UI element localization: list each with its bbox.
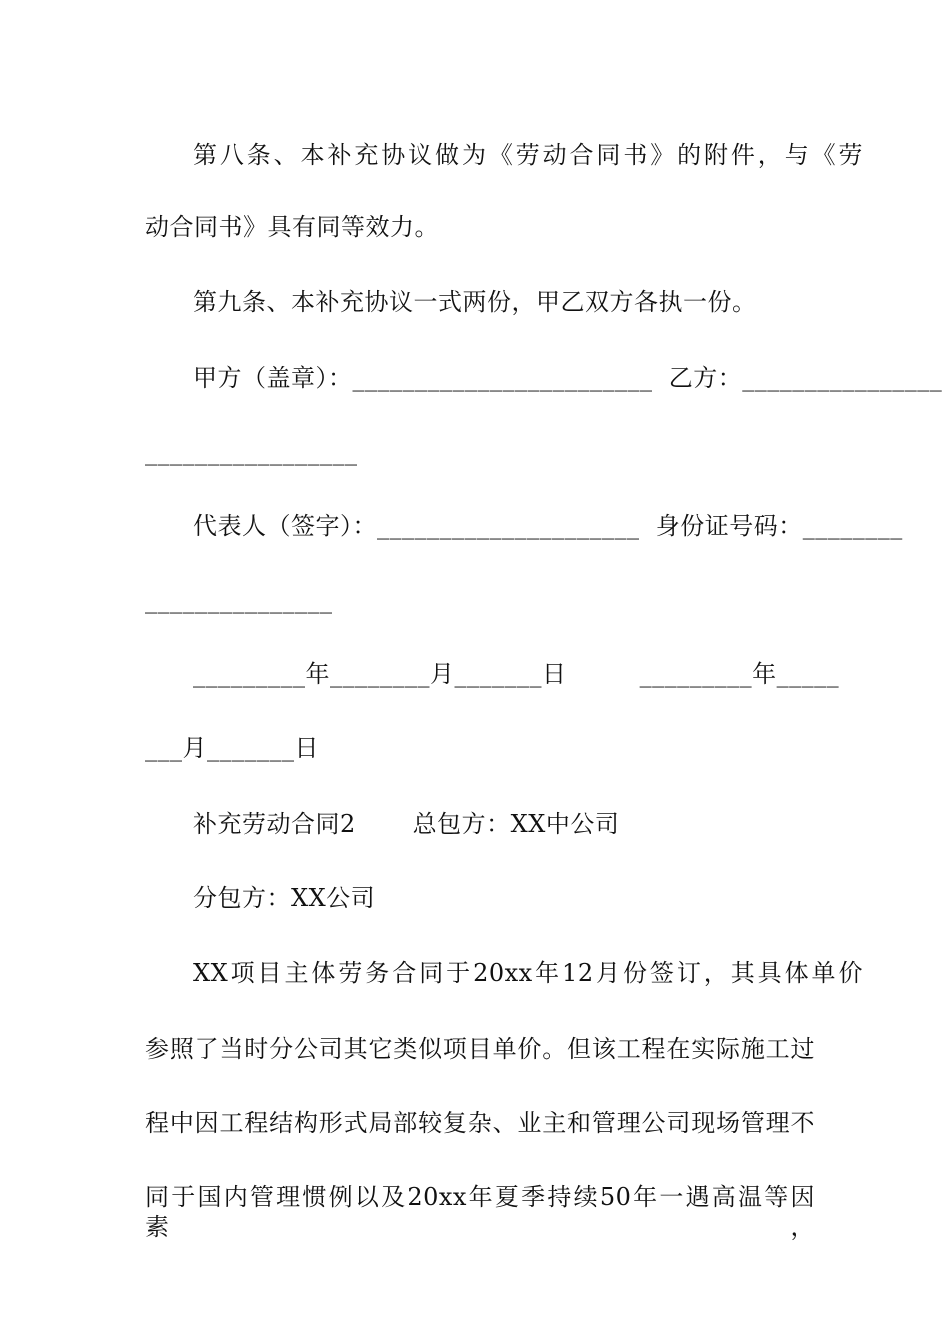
date-line-2: ___月_______日 [145, 734, 319, 762]
party-a-seal-line: 甲方（盖章）：________________________ 乙方：________________ [193, 364, 943, 392]
body-line-3: 程中因工程结构形式局部较复杂、业主和管理公司现场管理不 [145, 1109, 815, 1137]
party-b-continuation-line: _________________ [145, 438, 358, 466]
subcontractor-line: 分包方：XX公司 [193, 884, 376, 912]
body-line-2: 参照了当时分公司其它类似项目单价。但该工程在实际施工过 [145, 1035, 815, 1063]
body-line-4: 同于国内管理惯例以及20xx年夏季持续50年一遇高温等因素， [145, 1183, 815, 1241]
paragraph-article-9: 第九条、本补充协议一式两份，甲乙双方各执一份。 [193, 288, 757, 316]
paragraph-article-8-line-2: 动合同书》具有同等效力。 [145, 213, 439, 241]
representative-signature-line: 代表人（签字）：_____________________ 身份证号码：________ [193, 512, 903, 540]
id-number-continuation-line: _______________ [145, 586, 333, 614]
body-line-1: XX项目主体劳务合同于20xx年12月份签订，其具体单价 [193, 959, 863, 987]
contract-2-heading: 补充劳动合同2 总包方：XX中公司 [193, 810, 620, 838]
date-line-1: _________年________月_______日 _________年_____ [193, 660, 840, 688]
paragraph-article-8-line-1: 第八条、本补充协议做为《劳动合同书》的附件，与《劳 [193, 141, 863, 169]
